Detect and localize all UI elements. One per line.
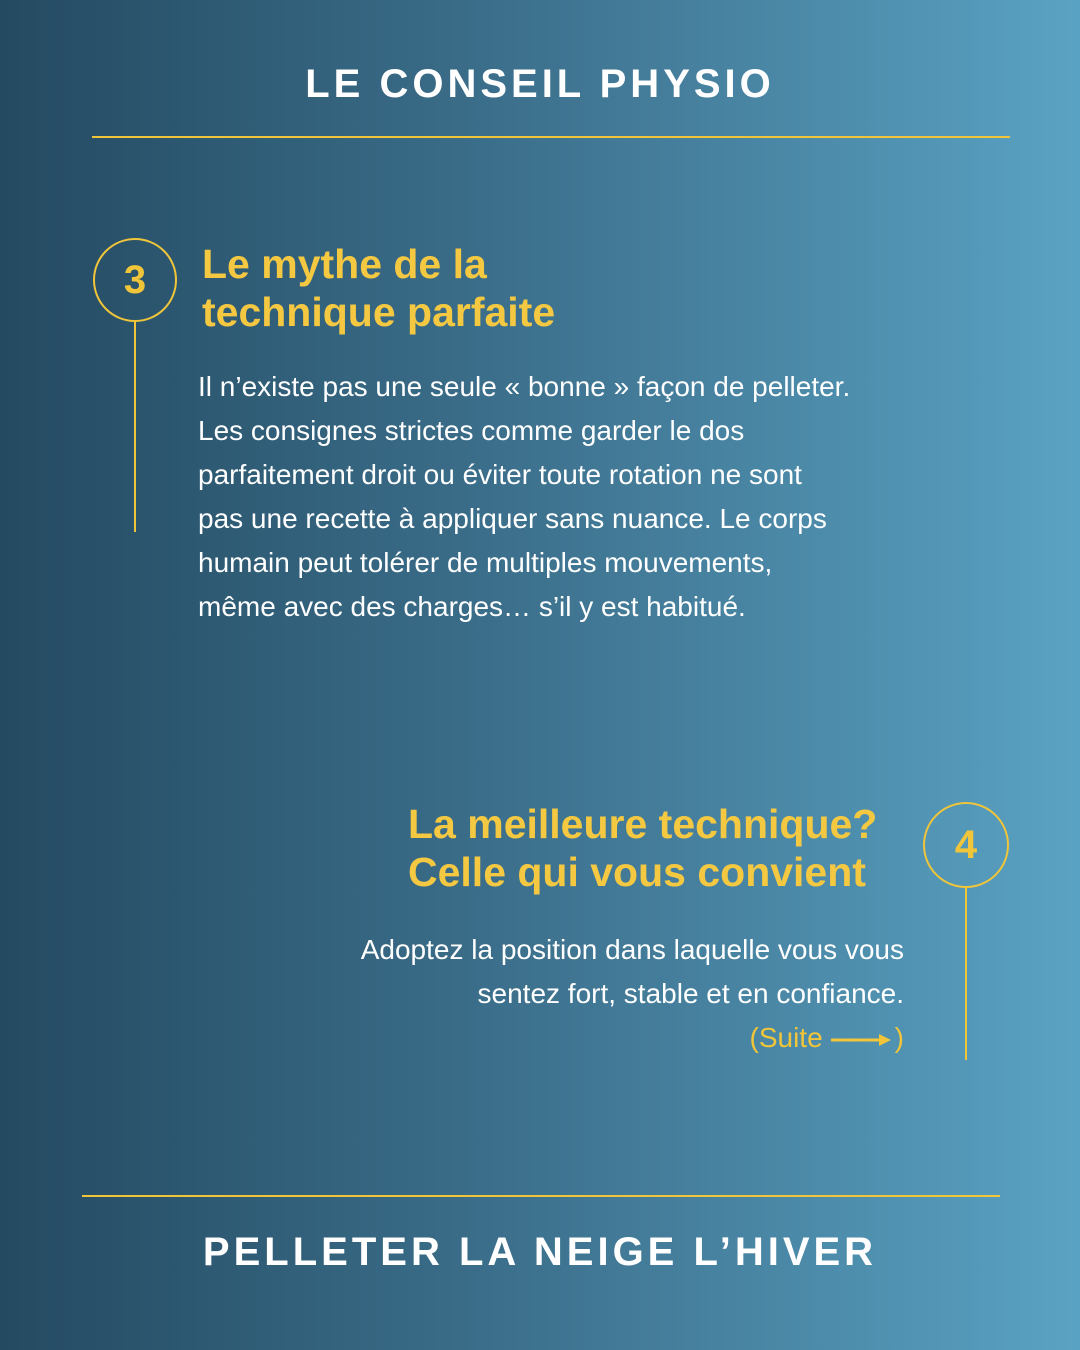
section-3-title [202,240,555,336]
section-3-body-line: Les consignes strictes comme garder le dos [198,415,745,446]
section-3-body-line: pas une recette à appliquer sans nuance. Le corps [198,503,827,534]
section-4-title-line-2: Celle qui vous convient [408,849,866,895]
top-divider [92,136,1010,138]
suite-open-text: (Suite [749,1022,823,1053]
step-number-3: 3 [93,238,177,322]
page-header: LE CONSEIL PHYSIO [305,62,775,106]
suite-close-text: ) [894,1022,904,1053]
section-3-title-line-2: technique parfaite [202,289,556,335]
section-4-title [408,800,877,896]
section-3-body [198,365,958,629]
bottom-divider [82,1195,1000,1197]
section-3-body-line: humain peut tolérer de multiples mouvements, [198,547,773,578]
step-4-line [965,888,967,1060]
section-3-body-line: parfaitement droit ou éviter toute rotation ne sont [198,459,802,490]
step-3-line [134,322,136,532]
arrow-right-icon [831,1032,891,1048]
section-4-title-line-1: La meilleure technique? [408,801,878,847]
section-3-body-line: Il n’existe pas une seule « bonne » façon de pelleter. [198,371,851,402]
section-4-body-line: sentez fort, stable et en confiance. [477,978,904,1009]
section-3-title-line-1: Le mythe de la [202,241,487,287]
section-3-body-line: même avec des charges… s’il y est habitué. [198,591,746,622]
section-4-body [200,928,904,1060]
step-number-4: 4 [923,802,1009,888]
section-4-body-line: Adoptez la position dans laquelle vous vous [360,934,904,965]
page-footer: PELLETER LA NEIGE L’HIVER [202,1230,878,1274]
suite-link[interactable] [200,1016,904,1060]
